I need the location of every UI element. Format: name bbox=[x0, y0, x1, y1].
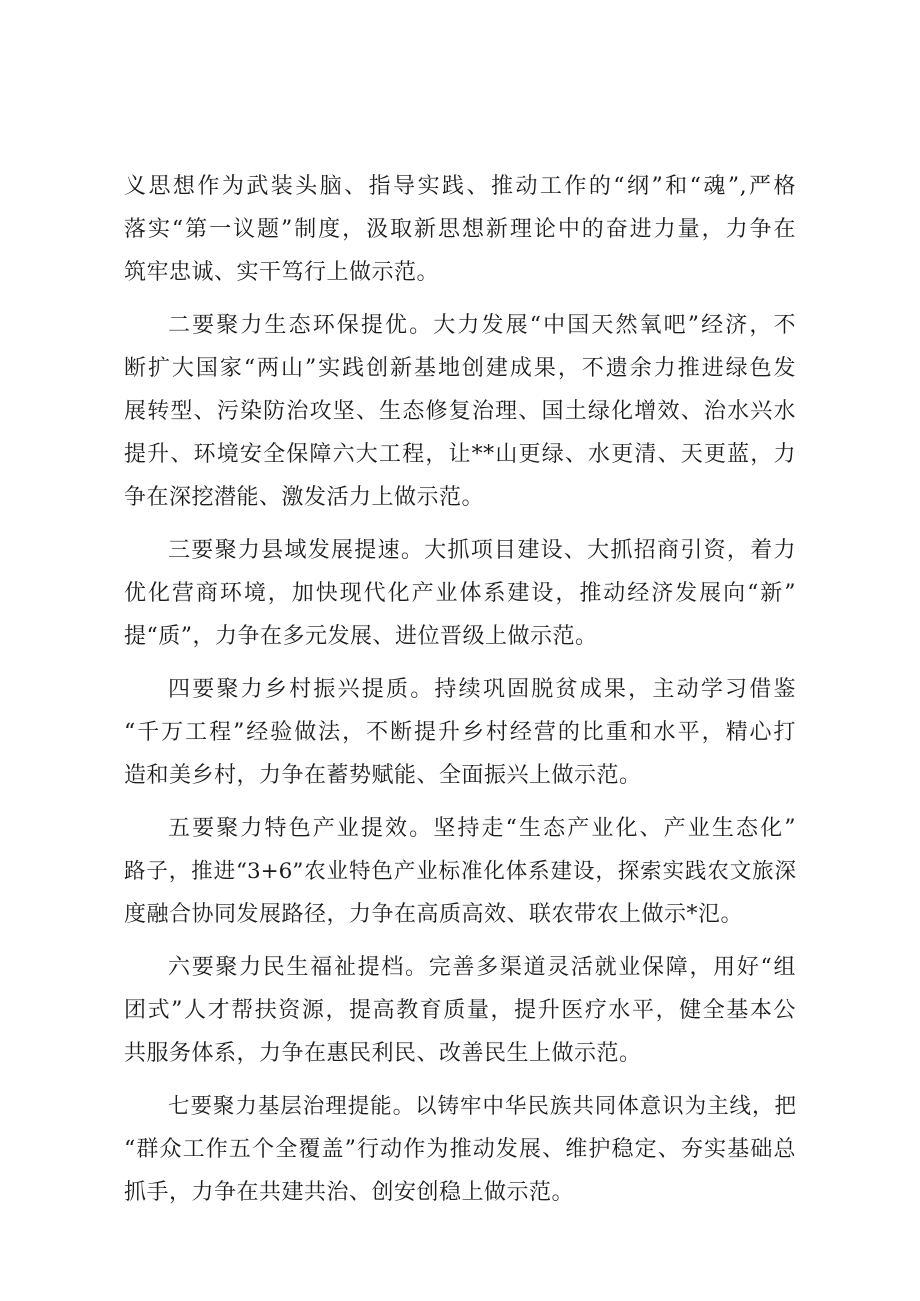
paragraph-line: 争在深挖潜能、激发活力上做示范。 bbox=[124, 485, 485, 510]
paragraph-7 bbox=[124, 1085, 796, 1214]
paragraph-line: 提“质”，力争在多元发展、进位晋级上做示范。 bbox=[124, 624, 598, 649]
paragraph-line: 路子，推进“3+6”农业特色产业标准化体系建设，探索实践农文旅深 bbox=[124, 859, 796, 884]
paragraph-line: 优化营商环境，加快现代化产业体系建设，推动经济发展向“新” bbox=[124, 581, 796, 606]
paragraph-line: 抓手，力争在共建共治、创安创稳上做示范。 bbox=[124, 1180, 575, 1205]
paragraph-line: 造和美乡村，力争在蓄势赋能、全面振兴上做示范。 bbox=[124, 763, 642, 788]
paragraph-line: 展转型、污染防治攻坚、生态修复治理、国土绿化增效、治水兴水 bbox=[124, 399, 796, 424]
paragraph-2 bbox=[124, 304, 796, 519]
paragraph-3 bbox=[124, 529, 796, 658]
paragraph-line: 五要聚力特色产业提效。坚持走“生态产业化、产业生态化” bbox=[168, 816, 796, 841]
paragraph-line: 二要聚力生态环保提优。大力发展“中国天然氧吧”经济，不 bbox=[168, 313, 796, 338]
paragraph-line: 提升、环境安全保障六大工程，让**山更绿、水更清、天更蓝，力 bbox=[124, 442, 796, 467]
paragraph-line: 七要聚力基层治理提能。以铸牢中华民族共同体意识为主线，把 bbox=[168, 1094, 796, 1119]
paragraph-line: 落实“第一议题”制度，汲取新思想新理论中的奋进力量，力争在 bbox=[124, 217, 796, 242]
paragraph-5 bbox=[124, 807, 796, 936]
paragraph-line: “群众工作五个全覆盖”行动作为推动发展、维护稳定、夯实基础总 bbox=[124, 1137, 796, 1162]
paragraph-6 bbox=[124, 946, 796, 1075]
paragraph-line: 断扩大国家“两山”实践创新基地创建成果，不遗余力推进绿色发 bbox=[124, 356, 796, 381]
paragraph-line: 度融合协同发展路径，力争在高质高效、联农带农上做示*氾。 bbox=[124, 902, 744, 927]
paragraph-line: 筑牢忠诚、实干笃行上做示范。 bbox=[124, 260, 440, 285]
paragraph-line: 共服务体系，力争在惠民利民、改善民生上做示范。 bbox=[124, 1041, 642, 1066]
paragraph-line: 六要聚力民生福祉提档。完善多渠道灵活就业保障，用好“组 bbox=[168, 955, 796, 980]
document-body bbox=[124, 165, 796, 1224]
paragraph-line: 四要聚力乡村振兴提质。持续巩固脱贫成果，主动学习借鉴 bbox=[168, 677, 796, 702]
paragraph-line: 团式”人才帮扶资源，提高教育质量，提升医疗水平，健全基本公 bbox=[124, 998, 796, 1023]
paragraph-line: 义思想作为武装头脑、指导实践、推动工作的“纲”和“魂”,严格 bbox=[124, 174, 796, 199]
paragraph-4 bbox=[124, 668, 796, 797]
paragraph-line: “千万工程”经验做法，不断提升乡村经营的比重和水平，精心打 bbox=[124, 720, 796, 745]
paragraph-line: 三要聚力县域发展提速。大抓项目建设、大抓招商引资，着力 bbox=[168, 538, 796, 563]
paragraph-1 bbox=[124, 165, 796, 294]
